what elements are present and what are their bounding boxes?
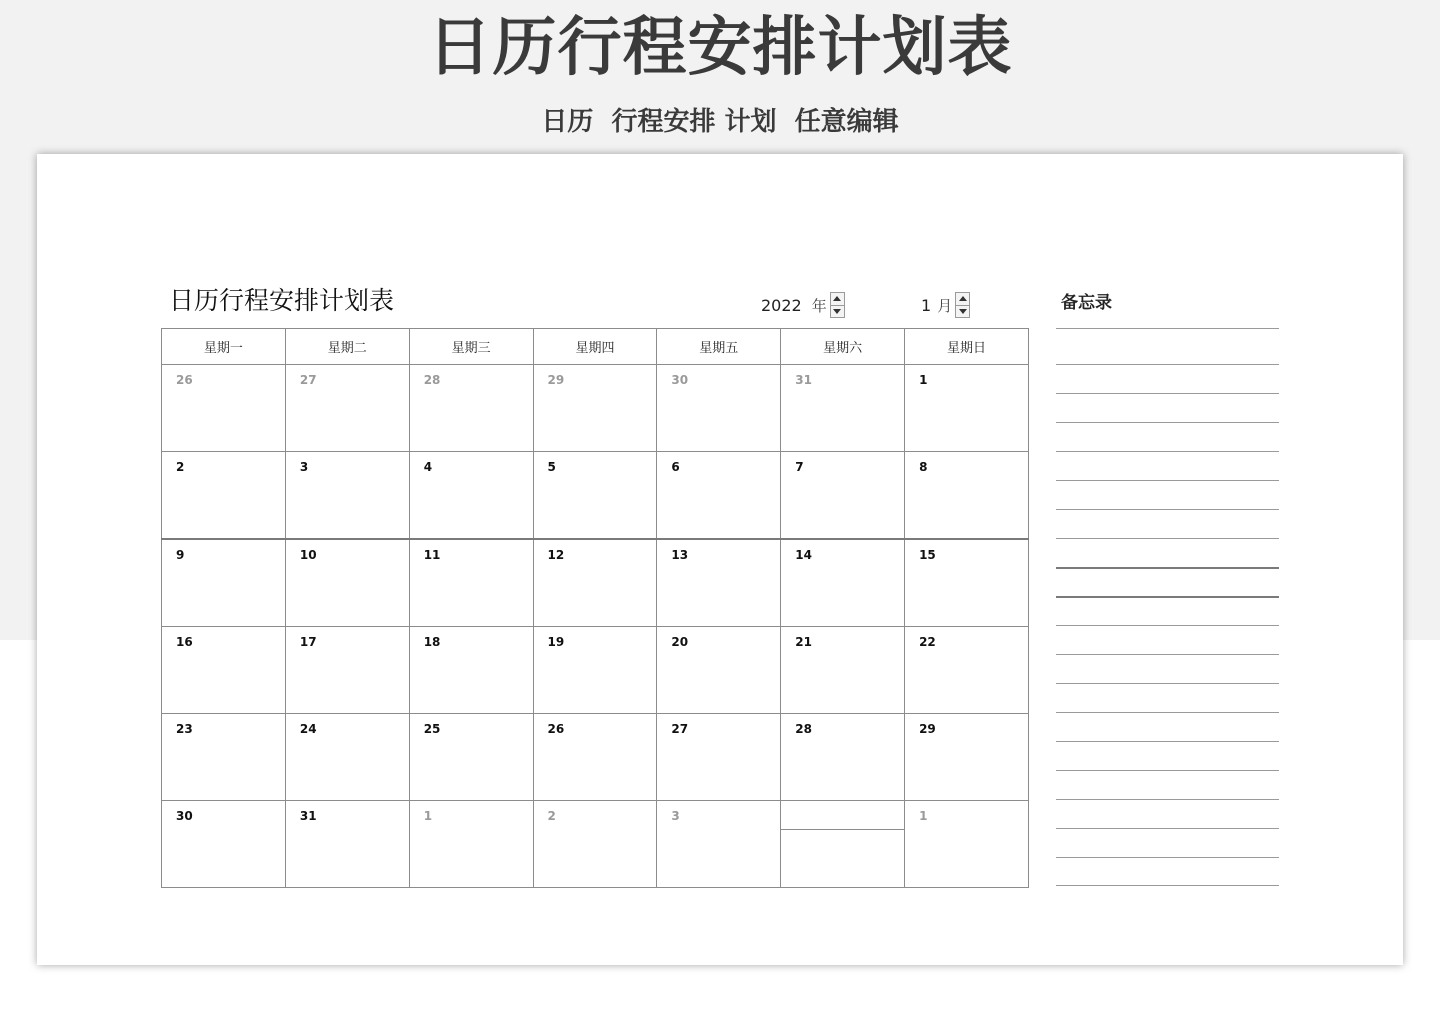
day-number: 9	[176, 548, 185, 562]
weekday-header: 星期一	[162, 329, 286, 365]
memo-lines	[1056, 154, 1279, 965]
calendar-day-cell[interactable]	[657, 714, 781, 801]
day-number: 6	[671, 460, 680, 474]
month-decrement-button[interactable]	[956, 305, 969, 318]
memo-line[interactable]	[1056, 770, 1279, 771]
day-number: 16	[176, 635, 193, 649]
day-number: 3	[299, 460, 309, 474]
calendar-body	[162, 365, 1029, 888]
day-number: 26	[176, 373, 193, 387]
month-value: 1	[921, 295, 932, 315]
calendar-day-cell[interactable]	[533, 452, 657, 540]
calendar-day-cell[interactable]	[409, 714, 533, 801]
weekday-header-row	[162, 329, 1029, 365]
year-decrement-button[interactable]	[831, 305, 844, 318]
calendar-day-cell[interactable]	[533, 714, 657, 801]
memo-line[interactable]	[1056, 538, 1279, 539]
arrow-down-icon	[833, 309, 841, 314]
day-number: 23	[176, 722, 193, 736]
calendar-title: 日历行程安排计划表	[169, 286, 395, 315]
banner-title: 日历行程安排计划表	[427, 11, 1013, 85]
calendar-day-cell[interactable]	[533, 801, 657, 888]
day-number: 13	[671, 548, 689, 562]
day-number: 10	[299, 548, 317, 562]
calendar-week-row	[162, 714, 1029, 801]
calendar-week-row	[162, 539, 1029, 627]
memo-line[interactable]	[1056, 364, 1279, 365]
calendar-day-cell[interactable]	[657, 627, 781, 714]
memo-line[interactable]	[1056, 857, 1279, 858]
memo-line[interactable]	[1056, 480, 1279, 481]
day-number: 30	[671, 373, 689, 387]
day-number: 24	[299, 722, 317, 736]
memo-line[interactable]	[1056, 328, 1279, 329]
day-number: 7	[795, 460, 804, 474]
spreadsheet-page	[37, 154, 1403, 965]
calendar-day-cell[interactable]	[781, 801, 905, 888]
calendar-day-cell[interactable]	[781, 627, 905, 714]
memo-line[interactable]	[1056, 799, 1279, 800]
day-number: 1	[919, 373, 928, 387]
banner-subtitle: 日历 行程安排 计划 任意编辑	[541, 107, 899, 137]
memo-line[interactable]	[1056, 509, 1279, 510]
month-unit-label: 月	[937, 296, 953, 315]
day-number: 2	[176, 460, 185, 474]
memo-line[interactable]	[1056, 393, 1279, 394]
day-number: 15	[919, 548, 936, 562]
day-number: 1	[919, 809, 928, 823]
calendar-day-cell[interactable]	[285, 627, 409, 714]
weekday-header: 星期二	[285, 329, 409, 365]
calendar-day-cell[interactable]	[533, 365, 657, 452]
weekday-header: 星期五	[657, 329, 781, 365]
calendar-day-cell[interactable]	[905, 452, 1029, 540]
day-number: 26	[547, 722, 565, 736]
day-number: 20	[671, 635, 689, 649]
weekday-header: 星期三	[409, 329, 533, 365]
day-number: 31	[795, 373, 812, 387]
arrow-down-icon	[959, 309, 967, 314]
day-number	[781, 801, 904, 809]
calendar-day-cell[interactable]	[162, 452, 286, 540]
year-increment-button[interactable]	[831, 293, 844, 305]
calendar-day-cell[interactable]	[409, 801, 533, 888]
calendar-day-cell[interactable]	[162, 365, 286, 452]
year-value: 2022	[761, 295, 802, 315]
calendar-day-cell[interactable]	[533, 539, 657, 627]
day-number: 11	[423, 548, 441, 562]
memo-line[interactable]	[1056, 741, 1279, 742]
memo-title: 备忘录	[1061, 293, 1112, 313]
calendar-week-row	[162, 452, 1029, 540]
calendar-day-cell[interactable]	[409, 365, 533, 452]
calendar-day-cell[interactable]	[285, 714, 409, 801]
memo-line[interactable]	[1056, 567, 1279, 569]
memo-line[interactable]	[1056, 828, 1279, 829]
calendar-day-cell[interactable]	[162, 801, 286, 888]
day-number: 12	[547, 548, 565, 562]
day-number: 4	[423, 460, 433, 474]
calendar-week-row	[162, 801, 1029, 888]
calendar-day-cell[interactable]	[162, 539, 286, 627]
calendar-day-cell[interactable]	[781, 365, 905, 452]
memo-line[interactable]	[1056, 451, 1279, 452]
calendar-day-cell[interactable]	[409, 452, 533, 540]
calendar-day-cell[interactable]	[657, 452, 781, 540]
calendar-day-cell[interactable]	[162, 627, 286, 714]
calendar-day-cell[interactable]	[781, 539, 905, 627]
day-number: 29	[547, 373, 565, 387]
calendar-day-cell[interactable]	[905, 365, 1029, 452]
cell-divider	[781, 829, 904, 830]
year-spinner[interactable]	[830, 292, 845, 318]
arrow-up-icon	[833, 296, 841, 301]
calendar-day-cell[interactable]	[285, 365, 409, 452]
day-number: 17	[299, 635, 317, 649]
calendar-day-cell[interactable]	[533, 627, 657, 714]
memo-line[interactable]	[1056, 625, 1279, 626]
day-number: 21	[795, 635, 812, 649]
calendar-day-cell[interactable]	[285, 452, 409, 540]
weekday-header: 星期日	[905, 329, 1029, 365]
calendar-day-cell[interactable]	[657, 539, 781, 627]
day-number: 27	[299, 373, 317, 387]
day-number: 3	[671, 809, 680, 823]
day-number: 30	[176, 809, 193, 823]
month-spinner[interactable]	[955, 292, 970, 318]
year-selector[interactable]	[761, 292, 845, 318]
day-number: 31	[299, 809, 317, 823]
calendar-day-cell[interactable]	[905, 539, 1029, 627]
month-selector[interactable]	[921, 292, 970, 318]
calendar-day-cell[interactable]	[657, 365, 781, 452]
weekday-header: 星期四	[533, 329, 657, 365]
memo-line[interactable]	[1056, 654, 1279, 655]
day-number: 18	[423, 635, 441, 649]
calendar-grid	[161, 328, 1029, 888]
day-number: 27	[671, 722, 689, 736]
calendar-day-cell[interactable]	[285, 539, 409, 627]
calendar-day-cell[interactable]	[657, 801, 781, 888]
day-number: 1	[423, 809, 433, 823]
day-number: 28	[795, 722, 812, 736]
year-unit-label: 年	[811, 296, 827, 315]
day-number: 8	[919, 460, 928, 474]
memo-line[interactable]	[1056, 422, 1279, 423]
calendar-day-cell[interactable]	[409, 539, 533, 627]
day-number: 29	[919, 722, 936, 736]
memo-line[interactable]	[1056, 683, 1279, 684]
weekday-header: 星期六	[781, 329, 905, 365]
calendar-day-cell[interactable]	[162, 714, 286, 801]
calendar-day-cell[interactable]	[781, 714, 905, 801]
memo-line[interactable]	[1056, 712, 1279, 713]
day-number: 14	[795, 548, 812, 562]
day-number: 5	[547, 460, 556, 474]
day-number: 25	[423, 722, 441, 736]
calendar-day-cell[interactable]	[409, 627, 533, 714]
calendar-day-cell[interactable]	[905, 627, 1029, 714]
calendar-day-cell[interactable]	[781, 452, 905, 540]
month-increment-button[interactable]	[956, 293, 969, 305]
calendar-day-cell[interactable]	[905, 714, 1029, 801]
memo-line[interactable]	[1056, 596, 1279, 598]
calendar-day-cell[interactable]	[285, 801, 409, 888]
day-number: 19	[547, 635, 565, 649]
arrow-up-icon	[959, 296, 967, 301]
calendar-week-row	[162, 627, 1029, 714]
calendar-day-cell[interactable]	[905, 801, 1029, 888]
day-number: 2	[547, 809, 556, 823]
calendar-week-row	[162, 365, 1029, 452]
day-number: 28	[423, 373, 441, 387]
day-number: 22	[919, 635, 936, 649]
memo-line[interactable]	[1056, 885, 1279, 886]
